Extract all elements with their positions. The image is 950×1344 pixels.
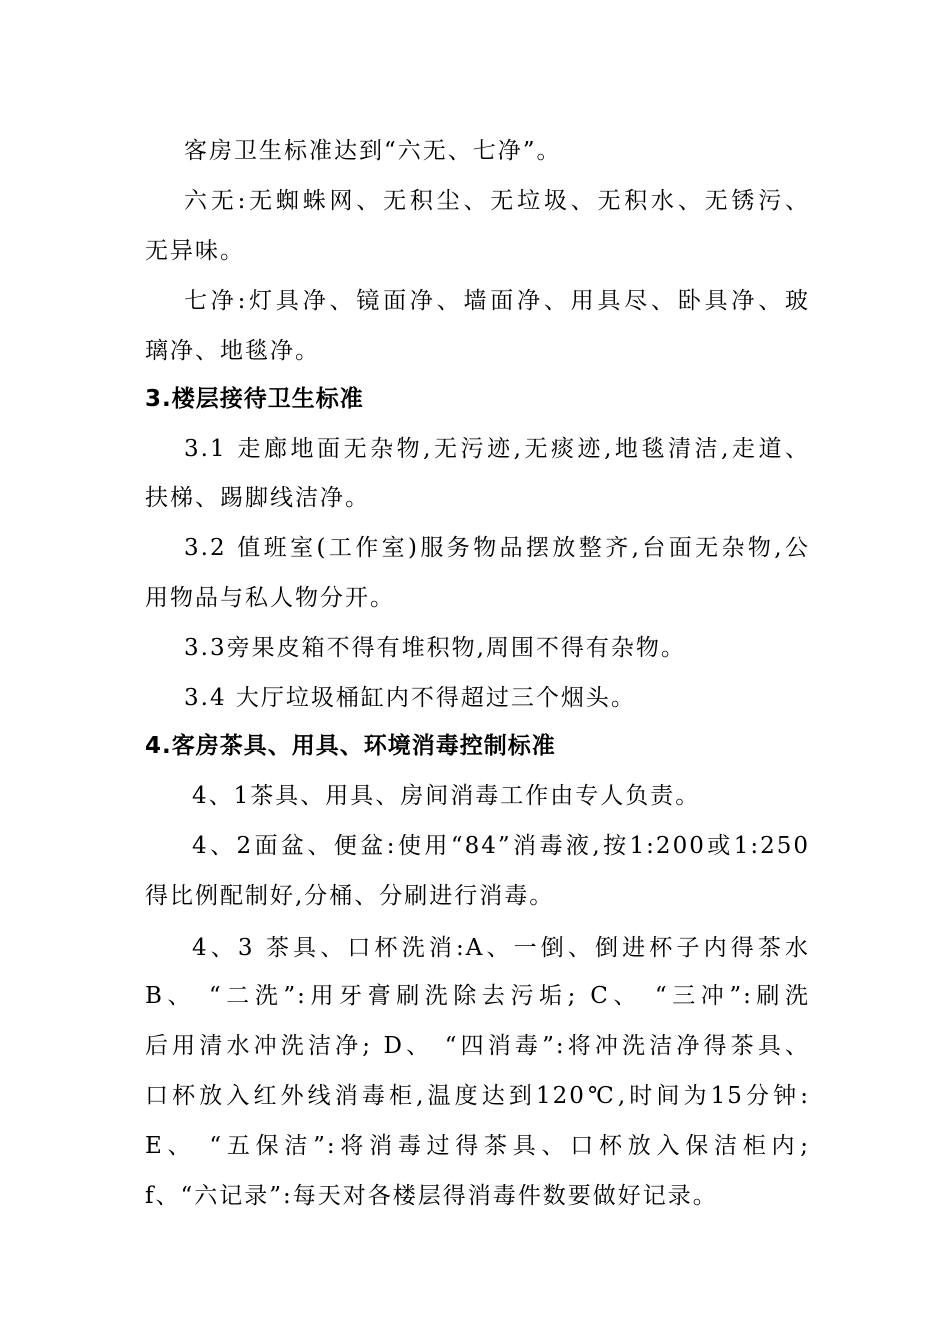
paragraph-line: 六无:无蜘蛛网、无积尘、无垃圾、无积水、无锈污、	[184, 188, 810, 214]
paragraph-line: 璃净、地毯净。	[145, 338, 320, 364]
paragraph-line: B、 “二洗”:用牙膏刷洗除去污垢; C、 “三冲”:刷洗	[145, 983, 810, 1009]
paragraph-line: 口杯放入红外线消毒柜,温度达到120℃,时间为15分钟:	[145, 1083, 810, 1109]
paragraph-line: 扶梯、踢脚线洁净。	[145, 485, 370, 511]
paragraph-line: 3.3旁果皮箱不得有堆积物,周围不得有杂物。	[184, 635, 686, 661]
paragraph-line: 3.2 值班室(工作室)服务物品摆放整齐,台面无杂物,公	[184, 535, 810, 561]
paragraph-line: 得比例配制好,分桶、分刷进行消毒。	[145, 883, 555, 909]
paragraph-line: 客房卫生标准达到“六无、七净”。	[184, 138, 562, 164]
paragraph-line: f、“六记录”:每天对各楼层得消毒件数要做好记录。	[145, 1183, 718, 1209]
paragraph-line: 4、2面盆、便盆:使用“84”消毒液,按1:200或1:250	[192, 833, 810, 859]
section-heading: 3.楼层接待卫生标准	[145, 386, 364, 412]
paragraph-line: 七净:灯具净、镜面净、墙面净、用具尽、卧具净、玻	[184, 288, 810, 314]
paragraph-line: 4、3 茶具、口杯洗消:A、一倒、倒进杯子内得茶水	[192, 935, 810, 961]
paragraph-line: 3.1 走廊地面无杂物,无污迹,无痰迹,地毯清洁,走道、	[184, 436, 810, 462]
paragraph-line: 用物品与私人物分开。	[145, 585, 395, 611]
paragraph-line: 后用清水冲洗洁净; D、 “四消毒”:将冲洗洁净得茶具、	[145, 1033, 810, 1059]
section-heading: 4.客房茶具、用具、环境消毒控制标准	[145, 733, 556, 759]
paragraph-line: 4、1茶具、用具、房间消毒工作由专人负责。	[192, 783, 701, 809]
paragraph-line: 3.4 大厅垃圾桶缸内不得超过三个烟头。	[184, 685, 636, 711]
paragraph-line: 无异味。	[145, 238, 245, 264]
paragraph-line: E、 “五保洁”:将消毒过得茶具、口杯放入保洁柜内;	[145, 1133, 810, 1159]
